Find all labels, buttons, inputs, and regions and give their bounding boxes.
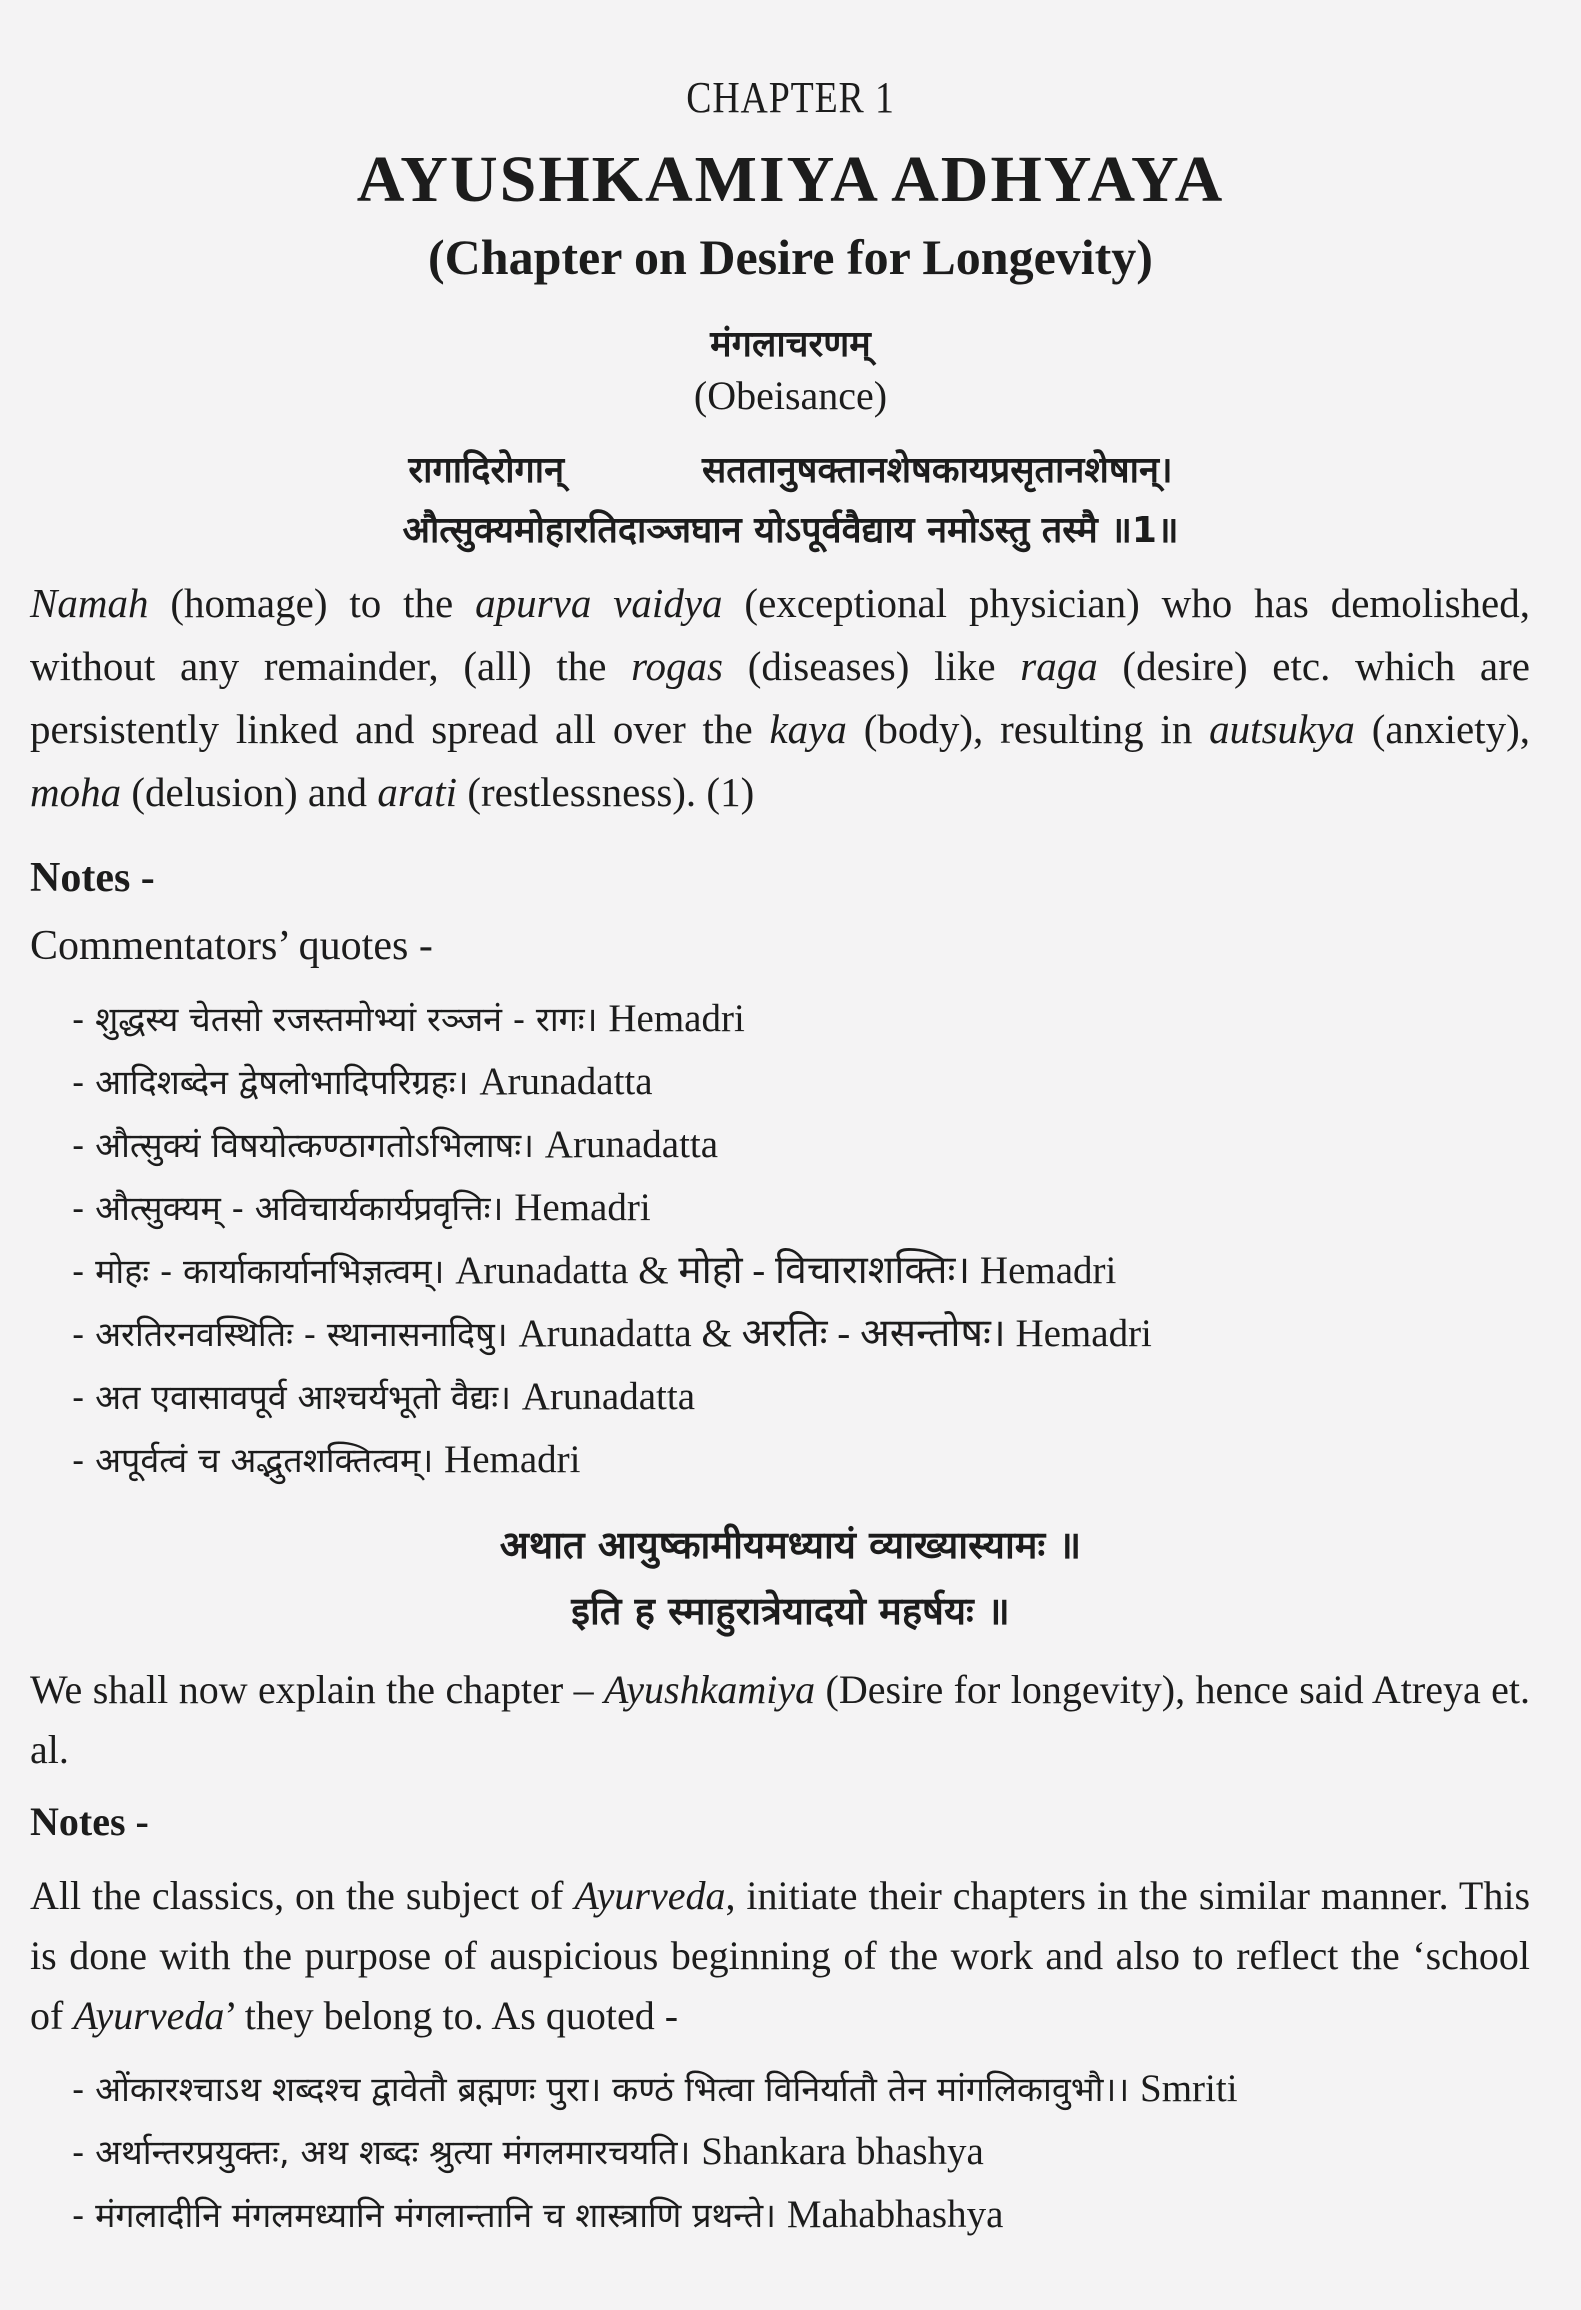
notes-heading-1: Notes - <box>30 855 155 901</box>
chapter-title: AYUSHKAMIYA ADHYAYA <box>356 143 1225 216</box>
chapter-subtitle: (Chapter on Desire for Longevity) <box>428 229 1153 285</box>
quote-item: - अत एवासावपूर्व आश्चर्यभूतो वैद्यः। Arunadatta <box>72 1375 696 1418</box>
quote-item: - आदिशब्देन द्वेषलोभादिपरिग्रहः। Arunadatta <box>72 1060 653 1103</box>
invocation-verse-line-2: औत्सुक्यमोहारतिदाञ्जघान योऽपूर्ववैद्याय नमोऽस्तु तस्मै ॥1॥ <box>402 510 1179 551</box>
translation-paragraph-2: We shall now explain the chapter – Ayushkamiya (Desire for longevity), hence said Atreya et. al. <box>30 1667 1530 1772</box>
sutra-line-2: इति ह स्माहुरात्रेयादयो महर्षयः ॥ <box>571 1589 1010 1633</box>
quote-item: - औत्सुक्यं विषयोत्कण्ठागतोऽभिलाषः। Arunadatta <box>72 1123 719 1166</box>
quote-item: - अरतिरनवस्थितिः - स्थानासनादिषु। Arunadatta & अरतिः - असन्तोषः। Hemadri <box>72 1312 1152 1355</box>
commentators-quote-list <box>72 988 1152 1492</box>
commentators-quotes-heading: Commentators’ quotes - <box>30 923 433 969</box>
notes-heading-2: Notes - <box>30 1799 149 1844</box>
translation-paragraph-1: Namah (homage) to the apurva vaidya (exceptional physician) who has demolished, without any remainder, (all) the rogas (diseases) like raga (desire) etc. which are persistently linked and spread all over the kaya (body), resulting in autsukya (anxiety), moha (delusion) and arati (restlessness). (1) <box>30 580 1530 815</box>
invocation-sanskrit-heading: मंगलाचरणम् <box>710 324 871 365</box>
invocation-verse-line-1: रागादिरोगान् सततानुषक्तानशेषकायप्रसृतानशेषान्। <box>408 450 1173 491</box>
quote-item: - मंगलादीनि मंगलमध्यानि मंगलान्तानि च शास्त्राणि प्रथन्ते। Mahabhashya <box>72 2193 1004 2236</box>
notes-paragraph: All the classics, on the subject of Ayurveda, initiate their chapters in the similar manner. This is done with the purpose of auspicious beginning of the work and also to reflect the ‘school of Ayurveda’ they belong to. As quoted - <box>30 1873 1531 2038</box>
quote-item: - ओंकारश्चाऽथ शब्दश्च द्वावेतौ ब्रह्मणः पुरा। कण्ठं भित्वा विनिर्यातौ तेन मांगलिकावुभौ।। Smriti <box>72 2067 1238 2110</box>
sutra-line-1: अथात आयुष्कामीयमध्यायं व्याख्यास्यामः ॥ <box>499 1523 1082 1567</box>
classics-quote-list <box>72 2058 1238 2247</box>
quote-item: - औत्सुक्यम् - अविचार्यकार्यप्रवृत्तिः। Hemadri <box>72 1186 651 1229</box>
chapter-label: CHAPTER 1 <box>686 73 895 122</box>
quote-item: - अपूर्वत्वं च अद्भुतशक्तित्वम्। Hemadri <box>72 1438 581 1481</box>
quote-item: - शुद्धस्य चेतसो रजस्तमोभ्यां रञ्जनं - रागः। Hemadri <box>72 997 745 1040</box>
quote-item: - अर्थान्तरप्रयुक्तः, अथ शब्दः श्रुत्या मंगलमारचयति। Shankara bhashya <box>72 2130 984 2173</box>
invocation-english-heading: (Obeisance) <box>693 373 888 418</box>
quote-item: - मोहः - कार्याकार्यानभिज्ञत्वम्। Arunadatta & मोहो - विचाराशक्तिः। Hemadri <box>72 1249 1117 1292</box>
